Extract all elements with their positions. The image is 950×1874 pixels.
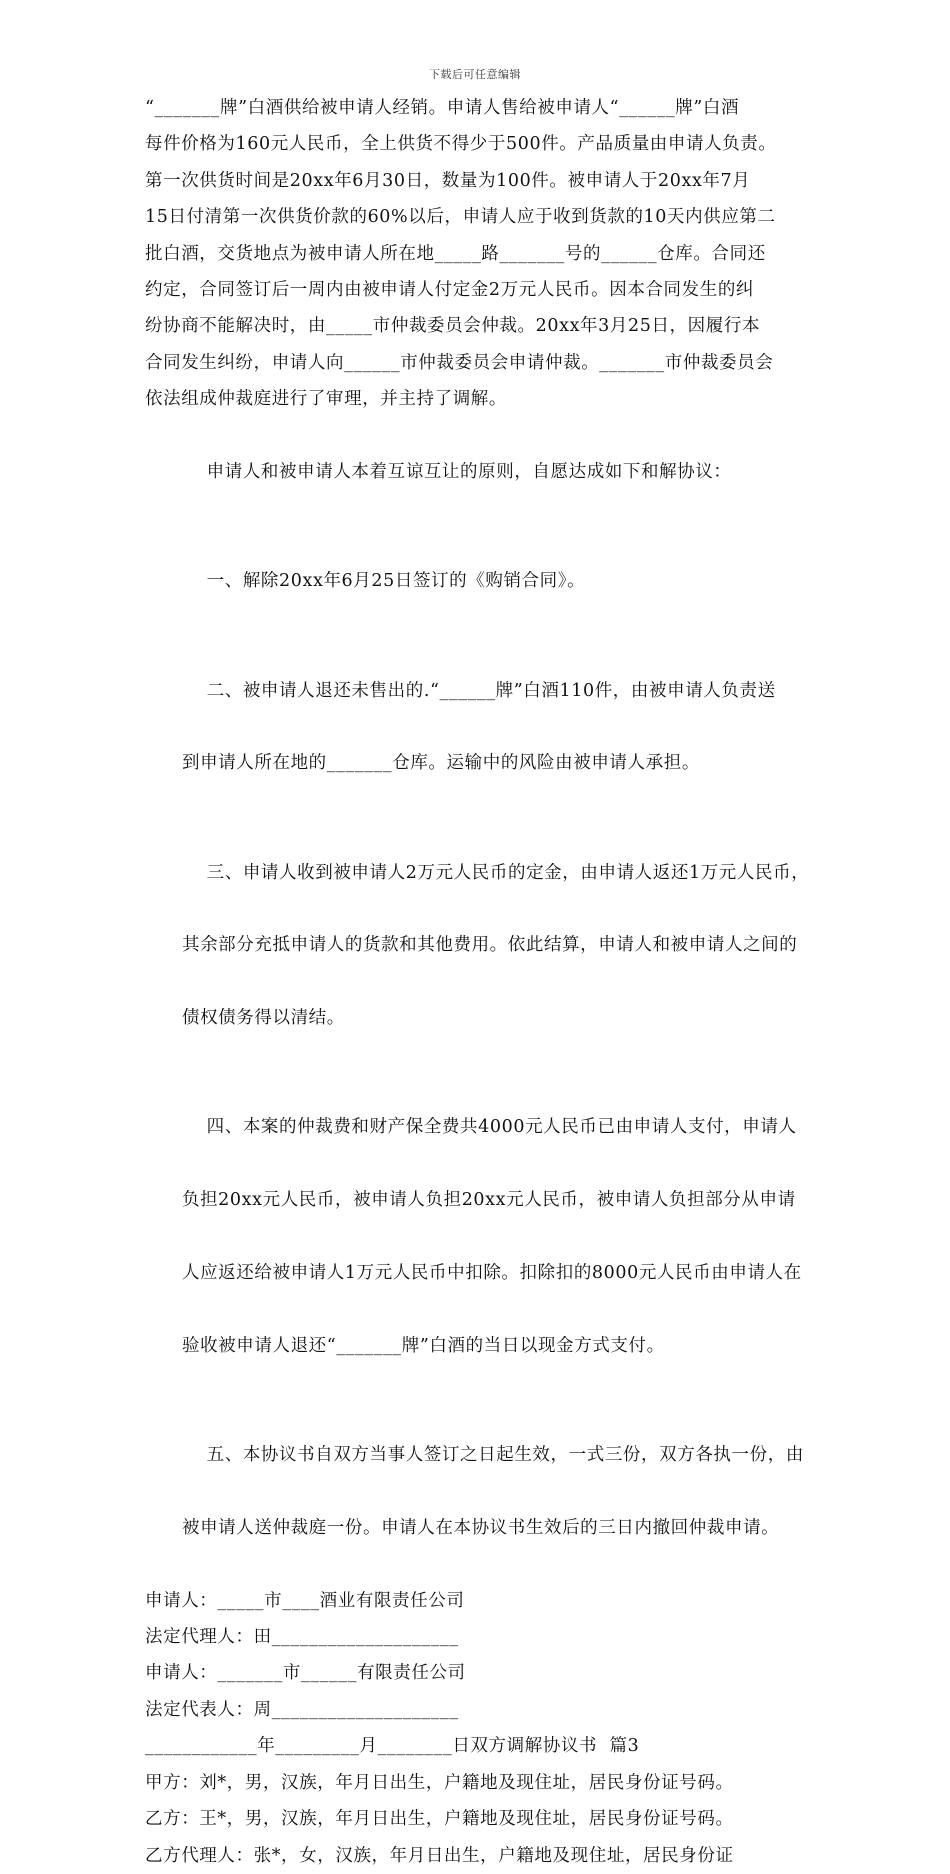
signature-legal-agent: 法定代理人：田____________________: [145, 1627, 459, 1648]
paragraph-clause-4: [145, 1073, 810, 1401]
text-line: 15日付清第一次供货价款的60%以后，申请人应于收到货款的10天内供应第二: [145, 207, 776, 228]
text-line: 四、本案的仲裁费和财产保全费共4000元人民币已由申请人支付，申请人: [181, 1117, 797, 1138]
party-b-agent-info: 乙方代理人：张*，女，汉族，年月日出生，户籍地及现住址，居民身份证: [145, 1845, 734, 1866]
text-line: 其余部分充抵申请人的货款和其他费用。依此结算，申请人和被申请人之间的: [181, 935, 798, 956]
paragraph-agreement-intro: [145, 418, 810, 527]
party-b-info: 乙方：王*，男，汉族，年月日出生，户籍地及现住址，居民身份证号码。: [145, 1809, 734, 1830]
page-header-note: 下载后可任意编辑: [429, 68, 521, 81]
text-line: 债权债务得以清结。: [181, 1008, 345, 1029]
date-and-section-title: ____________年_________月________日双方调解协议书 篇3: [145, 1736, 640, 1757]
signature-respondent-company: 申请人：_______市______有限责任公司: [145, 1663, 466, 1684]
signature-applicant-company: 申请人：_____市____酒业有限责任公司: [145, 1590, 465, 1611]
text-line: 五、本协议书自双方当事人签订之日起生效，一式三份，双方各执一份，由: [181, 1445, 804, 1466]
text-line: 批白酒，交货地点为被申请人所在地_____路_______号的______仓库。合同还: [145, 243, 766, 264]
text-line: 到申请人所在地的_______仓库。运输中的风险由被申请人承担。: [181, 753, 700, 774]
paragraph-clause-2: [145, 636, 810, 818]
text-line: “_______牌”白酒供给被申请人经销。申请人售给被申请人“______牌”白酒: [145, 98, 740, 118]
text-line: 依法组成仲裁庭进行了审理，并主持了调解。: [145, 389, 507, 410]
text-line: 一、解除20xx年6月25日签订的《购销合同》。: [181, 571, 586, 592]
text-line: 合同发生纠纷，申请人向______市仲裁委员会申请仲裁。_______市仲裁委员会: [145, 352, 774, 373]
paragraph-contract-background: [145, 90, 810, 418]
text-line: 约定，合同签订后一周内由被申请人付定金2万元人民币。因本合同发生的纠: [145, 280, 755, 301]
text-line: 申请人和被申请人本着互谅互让的原则，自愿达成如下和解协议：: [181, 462, 732, 483]
text-line: 被申请人送仲裁庭一份。申请人在本协议书生效后的三日内撤回仲裁申请。: [181, 1517, 780, 1538]
text-line: 每件价格为160元人民币，全上供货不得少于500件。产品质量由申请人负责。: [145, 134, 777, 155]
text-line: 纷协商不能解决时，由_____市仲裁委员会仲裁。20xx年3月25日，因履行本: [145, 316, 761, 337]
paragraph-clause-5: [145, 1401, 810, 1583]
paragraph-clause-1: [145, 527, 810, 636]
text-line: 人应返还给被申请人1万元人民币中扣除。扣除扣的8000元人民币由申请人在: [181, 1263, 802, 1283]
text-line: 二、被申请人退还未售出的.“______牌”白酒110件，由被申请人负责送: [181, 680, 776, 701]
text-line: 验收被申请人退还“_______牌”白酒的当日以现金方式支付。: [181, 1335, 665, 1356]
text-line: 第一次供货时间是20xx年6月30日，数量为100件。被申请人于20xx年7月: [145, 170, 751, 191]
document-body: [145, 90, 810, 1874]
paragraph-clause-3: [145, 818, 810, 1073]
party-a-info: 甲方：刘*，男，汉族，年月日出生，户籍地及现住址，居民身份证号码。: [145, 1772, 734, 1793]
signature-legal-representative: 法定代表人：周____________________: [145, 1699, 459, 1720]
text-line: 负担20xx元人民币，被申请人负担20xx元人民币，被申请人负担部分从申请: [181, 1190, 796, 1211]
text-line: 三、申请人收到被申请人2万元人民币的定金，由申请人返还1万元人民币，: [181, 862, 810, 883]
